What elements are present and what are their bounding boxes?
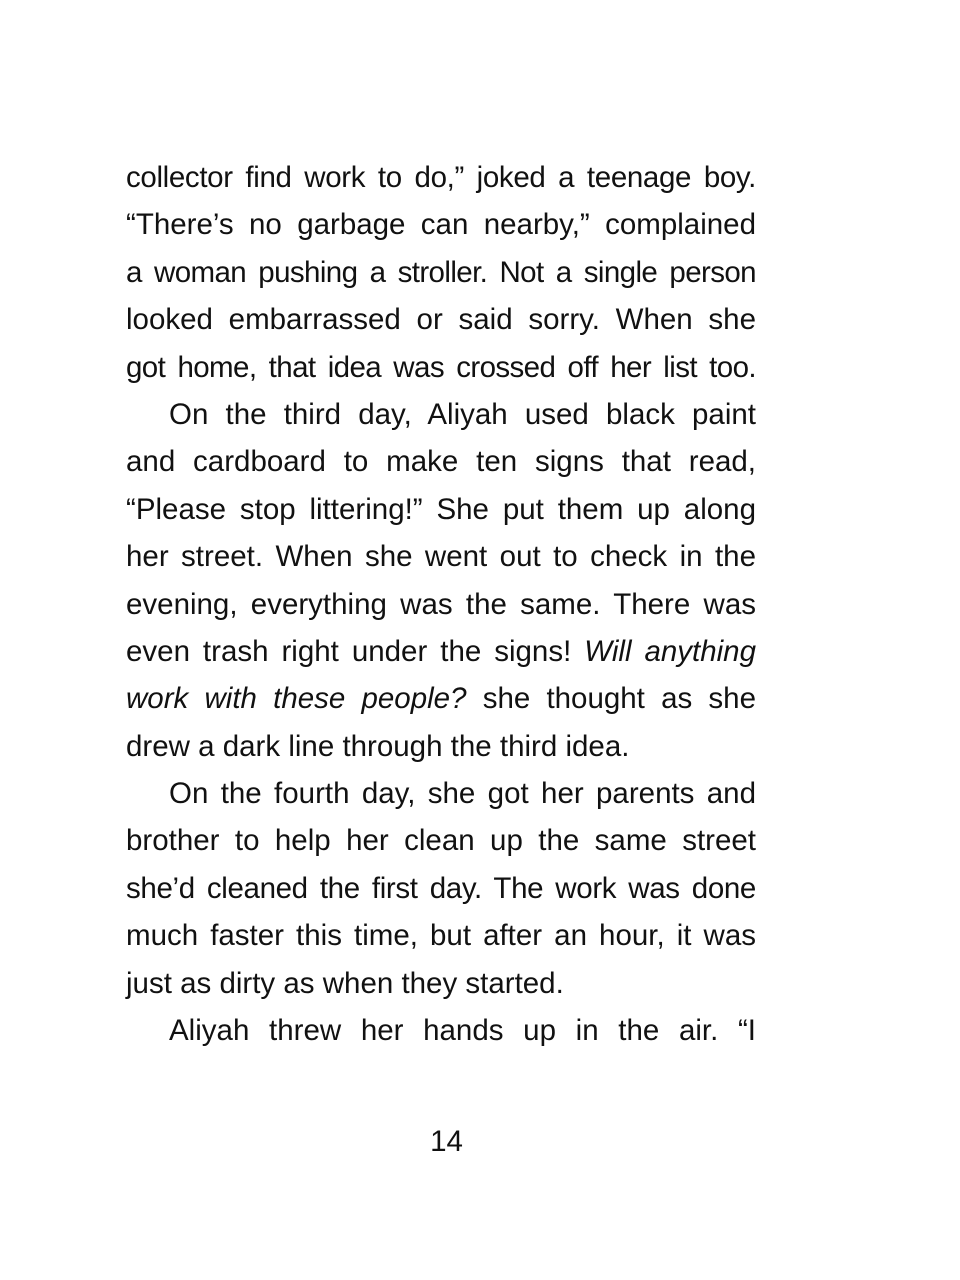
text-line-plain: she thought as she — [466, 682, 756, 716]
text-line: much faster this time, but after an hour, it was — [126, 919, 756, 953]
text-line: “There’s no garbage can nearby,” complained — [126, 208, 756, 242]
page-number: 14 — [430, 1125, 463, 1158]
text-line: looked embarrassed or said sorry. When she — [126, 303, 756, 337]
text-line: brother to help her clean up the same street — [126, 824, 756, 858]
paragraph-start-line: On the third day, Aliyah used black paint — [169, 397, 756, 431]
text-line: collector find work to do,” joked a teenage boy. — [126, 161, 756, 194]
text-line: her street. When she went out to check in the — [126, 540, 756, 574]
paragraph-start-line: On the fourth day, she got her parents and — [169, 777, 756, 811]
text-line — [126, 628, 756, 675]
text-line-plain: even trash right under the signs! — [126, 634, 585, 668]
italic-thought: Will anything — [584, 634, 756, 668]
italic-thought: work with these people? — [126, 682, 467, 716]
paragraph-end-line: got home, that idea was crossed off her list too. — [126, 350, 756, 384]
text-line: “Please stop littering!” She put them up along — [126, 492, 756, 526]
text-line: and cardboard to make ten signs that read, — [126, 445, 756, 479]
body-text — [126, 154, 756, 1054]
text-line: a woman pushing a stroller. Not a single person — [126, 255, 756, 289]
text-line — [126, 675, 756, 722]
text-line: evening, everything was the same. There was — [126, 587, 756, 621]
paragraph-end-line: drew a dark line through the third idea. — [126, 729, 630, 763]
text-line: she’d cleaned the first day. The work was done — [126, 871, 756, 905]
paragraph-end-line: just as dirty as when they started. — [126, 966, 564, 1000]
paragraph-start-line: Aliyah threw her hands up in the air. “I — [169, 1014, 756, 1048]
